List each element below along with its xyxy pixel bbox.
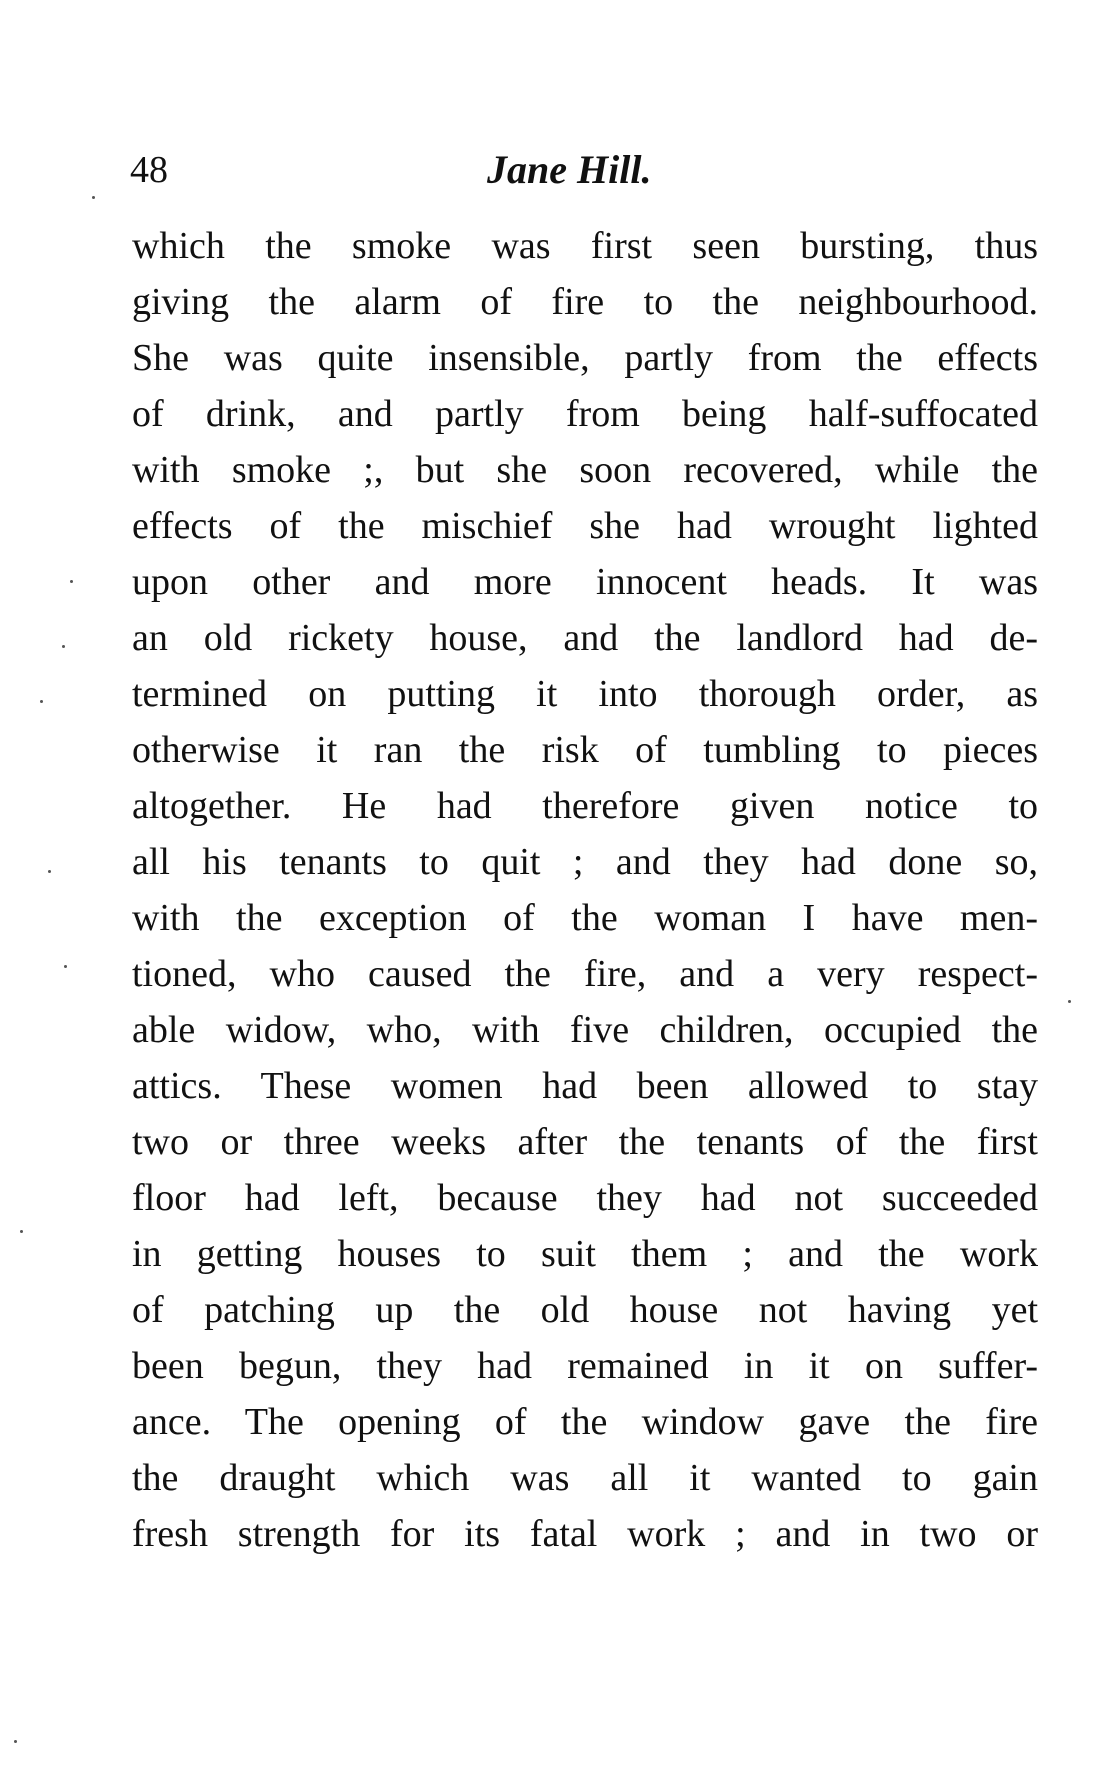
page-number: 48 [130, 149, 168, 191]
scan-speck [62, 645, 65, 648]
scan-speck [14, 1740, 17, 1743]
text-line: termined on putting it into thorough order, as [132, 673, 1038, 715]
text-line: of patching up the old house not having yet [132, 1289, 1038, 1331]
text-line: with smoke ;, but she soon recovered, while the [132, 449, 1038, 491]
text-line: otherwise it ran the risk of tumbling to pieces [132, 729, 1038, 771]
scan-speck [40, 700, 43, 703]
text-line: the draught which was all it wanted to gain [132, 1457, 1038, 1499]
scan-speck [20, 1230, 23, 1233]
text-line: in getting houses to suit them ; and the work [132, 1233, 1038, 1275]
page-header [130, 140, 1035, 200]
scan-speck [92, 196, 95, 199]
text-line: all his tenants to quit ; and they had done so, [132, 841, 1038, 883]
text-line: attics. These women had been allowed to stay [132, 1065, 1038, 1107]
scan-speck [64, 965, 67, 968]
text-line: tioned, who caused the fire, and a very respect- [132, 953, 1038, 995]
text-line: two or three weeks after the tenants of the first [132, 1121, 1038, 1163]
text-line: with the exception of the woman I have men- [132, 897, 1038, 939]
text-line: been begun, they had remained in it on suffer- [132, 1345, 1038, 1387]
text-line: effects of the mischief she had wrought lighted [132, 505, 1038, 547]
scan-speck [1068, 1000, 1071, 1003]
running-title: Jane Hill. [487, 147, 652, 192]
text-line: of drink, and partly from being half-suffocated [132, 393, 1038, 435]
text-line: an old rickety house, and the landlord had de- [132, 617, 1038, 659]
scan-speck [70, 580, 73, 583]
text-line: giving the alarm of fire to the neighbourhood. [132, 281, 1038, 323]
text-line: which the smoke was first seen bursting, thus [132, 225, 1038, 267]
text-line: able widow, who, with five children, occupied the [132, 1009, 1038, 1051]
text-line: fresh strength for its fatal work ; and in two or [132, 1513, 1038, 1555]
text-line: upon other and more innocent heads. It was [132, 561, 1038, 603]
text-line: altogether. He had therefore given notice to [132, 785, 1038, 827]
body-text [132, 218, 1038, 1562]
text-line: ance. The opening of the window gave the fire [132, 1401, 1038, 1443]
text-line: She was quite insensible, partly from the effects [132, 337, 1038, 379]
scan-speck [48, 870, 51, 873]
text-line: floor had left, because they had not succeeded [132, 1177, 1038, 1219]
